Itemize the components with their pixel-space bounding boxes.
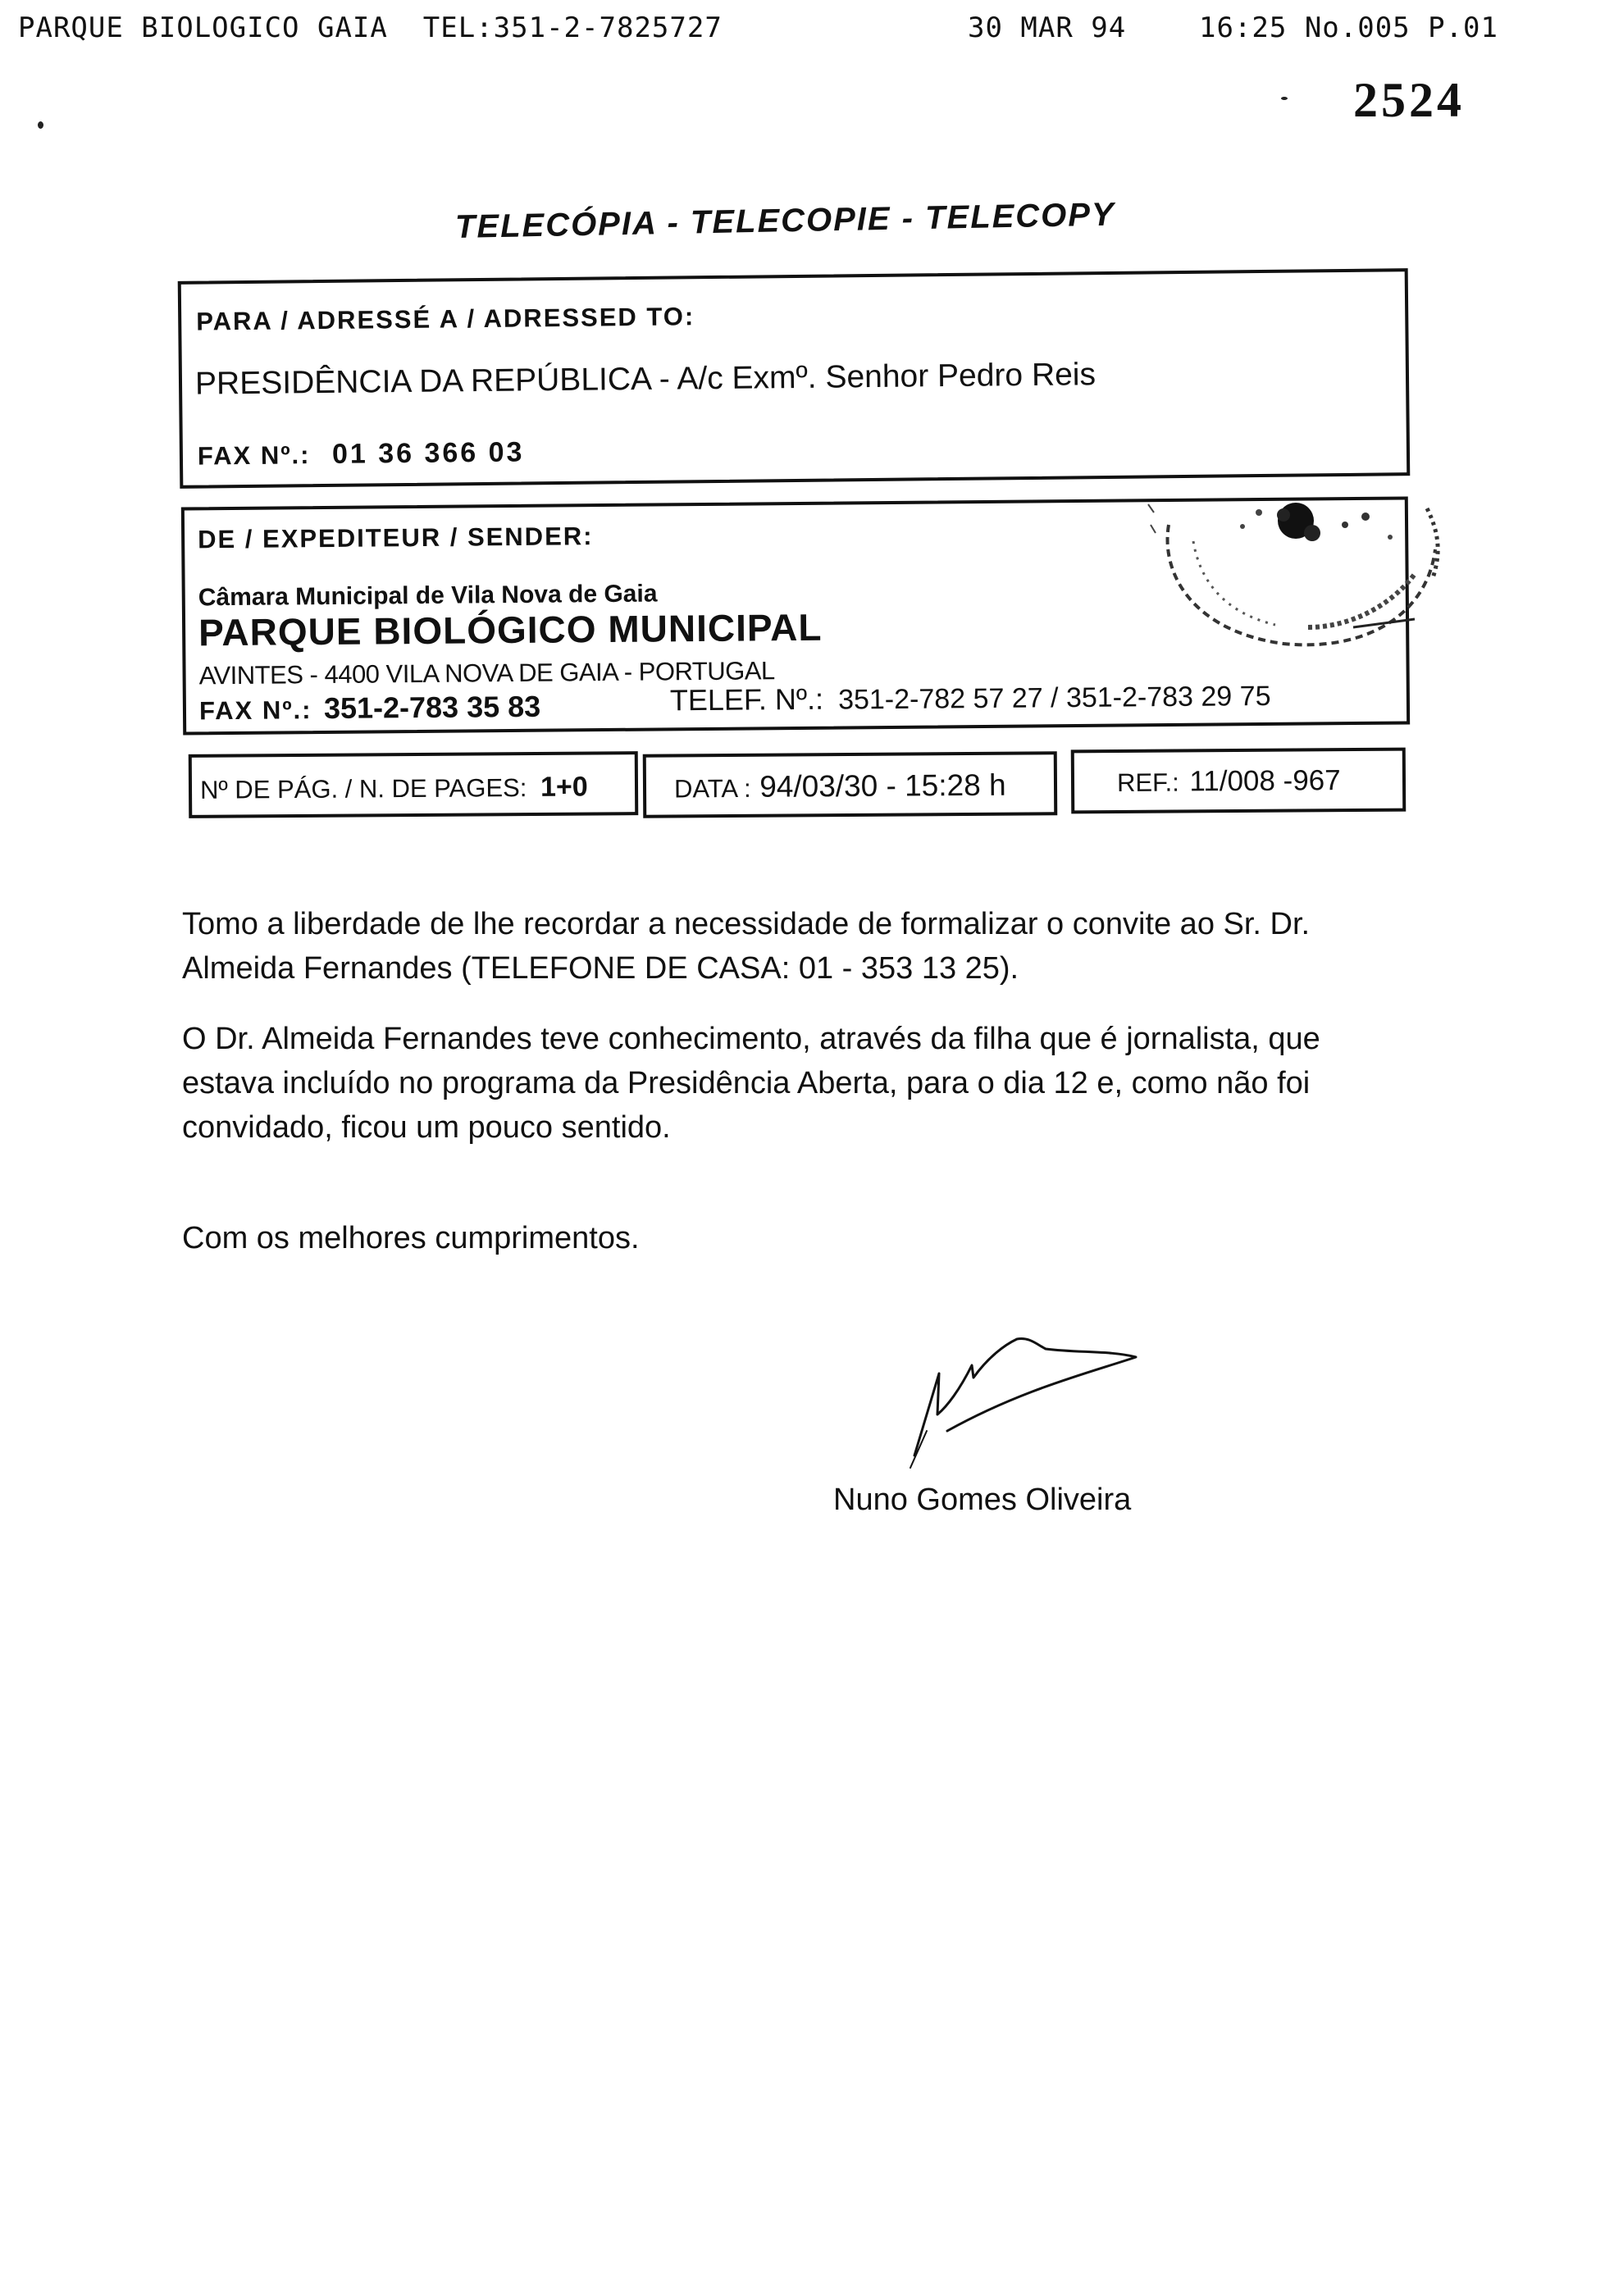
page-count-label: Nº DE PÁG. / N. DE PAGES: — [199, 773, 527, 804]
closing-line: Com os melhores cumprimentos. — [182, 1221, 640, 1255]
sender-label: DE / EXPEDITEUR / SENDER: — [198, 522, 594, 554]
date-label: DATA : — [673, 773, 751, 804]
sender-fax-label: FAX Nº.: — [198, 695, 312, 726]
document-number: 2524 — [1353, 73, 1465, 127]
sender-tel-numbers: 351-2-782 57 27 / 351-2-783 29 75 — [837, 680, 1271, 716]
fax-header-time-page: 16:25 No.005 P.01 — [1199, 11, 1498, 44]
form-title: TELECÓPIA - TELECOPIE - TELECOPY — [454, 196, 1116, 245]
sender-address: AVINTES - 4400 VILA NOVA DE GAIA - PORTUGAL — [198, 656, 775, 690]
body-paragraph: O Dr. Almeida Fernandes teve conhecimento, através da filha que é jornalista, que estava incluído no programa da Presidência Aberta, para o dia 12 e, como não foi convidado, ficou um pouco sentido. — [182, 1022, 1320, 1145]
fax-header-date: 30 MAR 94 — [968, 11, 1127, 44]
addressee-fax-number: 01 36 366 03 — [331, 436, 525, 470]
body-paragraph: Tomo a liberdade de lhe recordar a necessidade de formalizar o convite ao Sr. Dr. Almeida Fernandes (TELEFONE DE CASA: 01 - 353 13 25). — [182, 907, 1311, 986]
sender-tel-label: TELEF. Nº.: — [669, 681, 824, 718]
sender-name: PARQUE BIOLÓGICO MUNICIPAL — [198, 605, 823, 654]
speck-mark — [38, 121, 43, 129]
addressee-box — [178, 268, 1411, 489]
addressee-name: PRESIDÊNCIA DA REPÚBLICA - A/c Exmº. Senhor Pedro Reis — [194, 357, 1097, 402]
sender-fax-number: 351-2-783 35 83 — [323, 689, 541, 726]
fax-header-sender: PARQUE BIOLOGICO GAIA TEL:351-2-7825727 — [18, 11, 723, 44]
date-box — [643, 751, 1058, 818]
date-value: 94/03/30 - 15:28 h — [759, 768, 1006, 804]
handwritten-signature — [890, 1332, 1152, 1472]
signer-name: Nuno Gomes Oliveira — [833, 1483, 1132, 1517]
page-count-value: 1+0 — [540, 771, 588, 803]
page-count-box — [189, 751, 639, 818]
addressee-label: PARA / ADRESSÉ A / ADRESSED TO: — [196, 302, 695, 336]
addressee-fax-label: FAX Nº.: — [197, 440, 311, 471]
reference-box — [1071, 748, 1407, 814]
reference-label: REF.: — [1116, 768, 1179, 798]
reference-value: 11/008 -967 — [1189, 764, 1341, 798]
sender-org: Câmara Municipal de Vila Nova de Gaia — [198, 580, 658, 612]
speck-mark — [1281, 97, 1288, 100]
official-stamp — [1144, 476, 1448, 672]
